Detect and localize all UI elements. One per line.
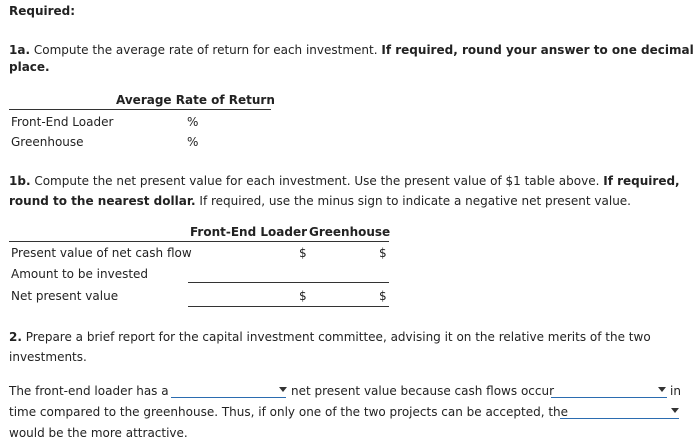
preferred-project-dropdown[interactable] <box>560 418 679 419</box>
chevron-down-icon[interactable] <box>279 387 287 392</box>
npv-subtotal-rule <box>188 282 389 283</box>
part-1a-text: Compute the average rate of return for each investment. <box>33 43 378 57</box>
report-sentence-part: in <box>670 384 681 398</box>
npv-row-label: Present value of net cash flow <box>11 246 192 260</box>
part-1a-round-note: If required, round your answer to one decimal <box>381 43 694 57</box>
report-sentence-part: net present value because cash flows occur <box>291 384 555 398</box>
part-1a-instructions <box>9 40 694 60</box>
part-1b-label: 1b. <box>9 174 31 188</box>
part-2-instructions <box>9 327 694 367</box>
chevron-down-icon[interactable] <box>671 408 679 413</box>
report-sentence-part: time compared to the greenhouse. Thus, if only one of the two projects can be accepted, the <box>9 405 569 419</box>
npv-header-rule <box>9 241 389 242</box>
part-2-text-cont: investments. <box>9 350 87 364</box>
npv-dollar-sign: $ <box>379 246 387 260</box>
npv-dollar-sign: $ <box>299 246 307 260</box>
npv-comparison-dropdown[interactable] <box>171 397 286 398</box>
avg-return-unit: % <box>187 135 199 149</box>
avg-return-row-label: Front-End Loader <box>11 115 114 129</box>
part-1b-round-note-cont: round to the nearest dollar. <box>9 194 196 208</box>
npv-total-rule <box>188 306 389 307</box>
part-1b-instructions <box>9 171 694 211</box>
part-1b-round-note: If required, <box>603 174 680 188</box>
npv-dollar-sign: $ <box>379 289 387 303</box>
avg-return-row-label: Greenhouse <box>11 135 84 149</box>
report-sentence-part: would be the more attractive. <box>9 426 188 440</box>
avg-return-unit: % <box>187 115 199 129</box>
chevron-down-icon[interactable] <box>658 387 666 392</box>
npv-col-header: Front-End Loader <box>190 225 307 239</box>
part-2-label: 2. <box>9 330 22 344</box>
part-2-text: Prepare a brief report for the capital investment committee, advising it on the relative merits of the two <box>25 330 651 344</box>
part-1a-label: 1a. <box>9 43 31 57</box>
report-sentence-part: The front-end loader has a <box>9 384 169 398</box>
part-1b-text: Compute the net present value for each investment. Use the present value of $1 table above. <box>34 174 600 188</box>
npv-dollar-sign: $ <box>299 289 307 303</box>
avg-return-header-rule <box>9 109 271 110</box>
part-1a-round-note-cont: place. <box>9 60 50 74</box>
npv-row-label: Net present value <box>11 289 119 303</box>
npv-row-label: Amount to be invested <box>11 267 149 281</box>
npv-col-header: Greenhouse <box>309 225 391 239</box>
cash-flow-timing-dropdown[interactable] <box>551 397 667 398</box>
part-1b-minus-note: If required, use the minus sign to indicate a negative net present value. <box>199 194 631 208</box>
avg-return-header: Average Rate of Return <box>116 93 275 107</box>
required-heading: Required: <box>9 4 76 18</box>
